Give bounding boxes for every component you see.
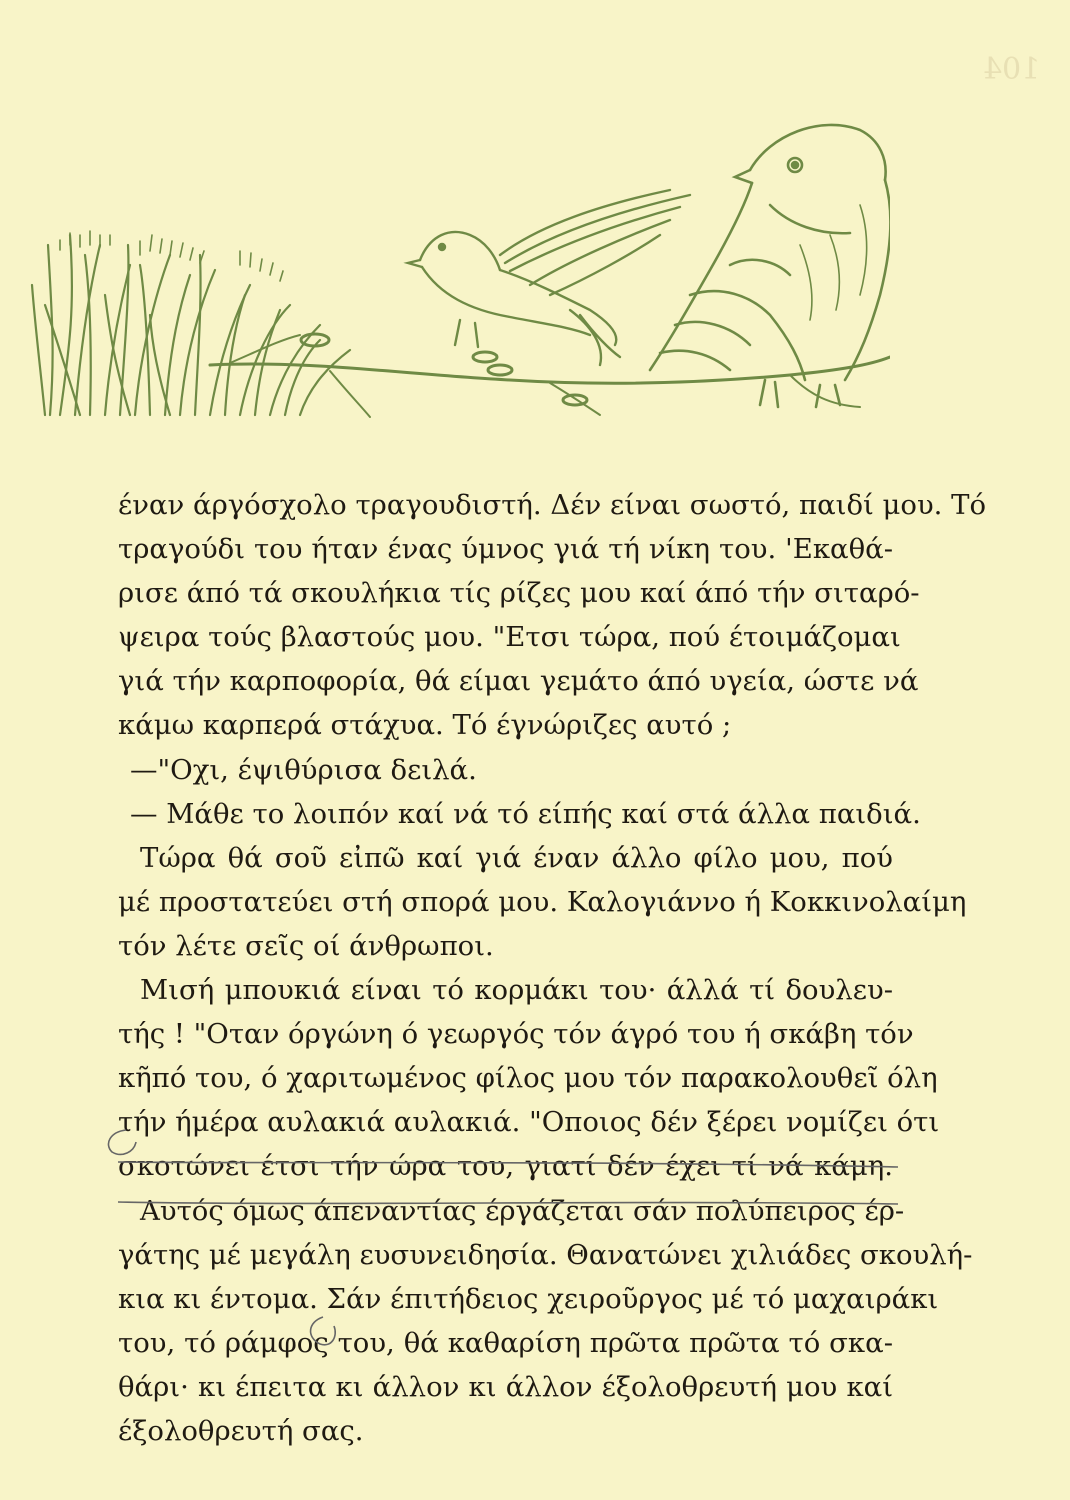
text-line: ρισε άπό τά σκουλήκια τίς ρίζες μου καί άπό τήν σιταρό- <box>118 577 920 610</box>
text-line: έναν άργόσχολο τραγουδιστή. Δέν είναι σωστό, παιδί μου. Τό <box>118 489 987 521</box>
text-line: — Μάθε το λοιπόν καί νά τό είπής καί στά άλλα παιδιά. <box>130 797 921 830</box>
large-bird-icon <box>650 125 890 407</box>
text-line: γιά τήν καρποφορία, θά είμαι γεμάτο άπό υγεία, ώστε νά <box>118 665 919 698</box>
text-line: τόν λέτε σεῖς οί άνθρωποι. <box>118 929 494 962</box>
text-line: έξολοθρευτή σας. <box>118 1414 364 1447</box>
text-line: ψειρα τούς βλαστούς μου. "Ετσι τώρα, πού έτοιμάζομαι <box>118 621 901 654</box>
text-line: Τώρα θά σοῦ εἰπῶ καί γιά έναν άλλο φίλο μου, πού <box>140 841 893 874</box>
text-line: Μισή μπουκιά είναι τό κορμάκι του· άλλά τί δουλευ- <box>140 974 893 1007</box>
text-line: κάμω καρπερά στάχυα. Τό έγνώριζες αυτό ; <box>118 709 732 742</box>
grass-icon <box>32 235 350 415</box>
text-line: τήν ήμέρα αυλακιά αυλακιά. "Οποιος δέν ξέρει νομίζει ότι <box>118 1106 940 1139</box>
text-line: σκοτώνει έτσι τήν ώρα του, γιατί δέν έχει τί νά κάμη. <box>118 1150 893 1183</box>
text-line: τραγούδι του ήταν ένας ύμνος γιά τή νίκη του. 'Εκαθά- <box>118 533 893 566</box>
birds-in-grass-illustration <box>30 95 890 425</box>
small-bird-icon <box>408 190 690 365</box>
branch-icon <box>210 334 890 417</box>
text-line: Αυτός όμως άπεναντίας έργάζεται σάν πολύπειρος έρ- <box>140 1194 905 1227</box>
text-line: του, τό ράμφος του, θά καθαρίση πρῶτα πρῶτα τό σκα- <box>118 1326 893 1359</box>
text-line: γάτης μέ μεγάλη ευσυνειδησία. Θανατώνει χιλιάδες σκουλή- <box>118 1238 973 1271</box>
text-line: μέ προστατεύει στή σπορά μου. Καλογιάννο ή Κοκκινολαίμη <box>118 885 967 918</box>
text-line: τής ! "Οταν όργώνη ό γεωργός τόν άγρό του ή σκάβη τόν <box>118 1018 914 1051</box>
page-text <box>118 483 987 1453</box>
bleed-through-page-number: 104 <box>982 52 1040 87</box>
text-line: θάρι· κι έπειτα κι άλλον κι άλλον έξολοθρευτή μου καί <box>118 1370 893 1403</box>
text-line: κῆπό του, ό χαριτωμένος φίλος μου τόν παρακολουθεῖ όλη <box>118 1062 938 1095</box>
text-line: κια κι έντομα. Σάν έπιτήδειος χειροῦργος μέ τό μαχαιράκι <box>118 1282 939 1315</box>
text-line: —"Οχι, έψιθύρισα δειλά. <box>130 753 477 786</box>
